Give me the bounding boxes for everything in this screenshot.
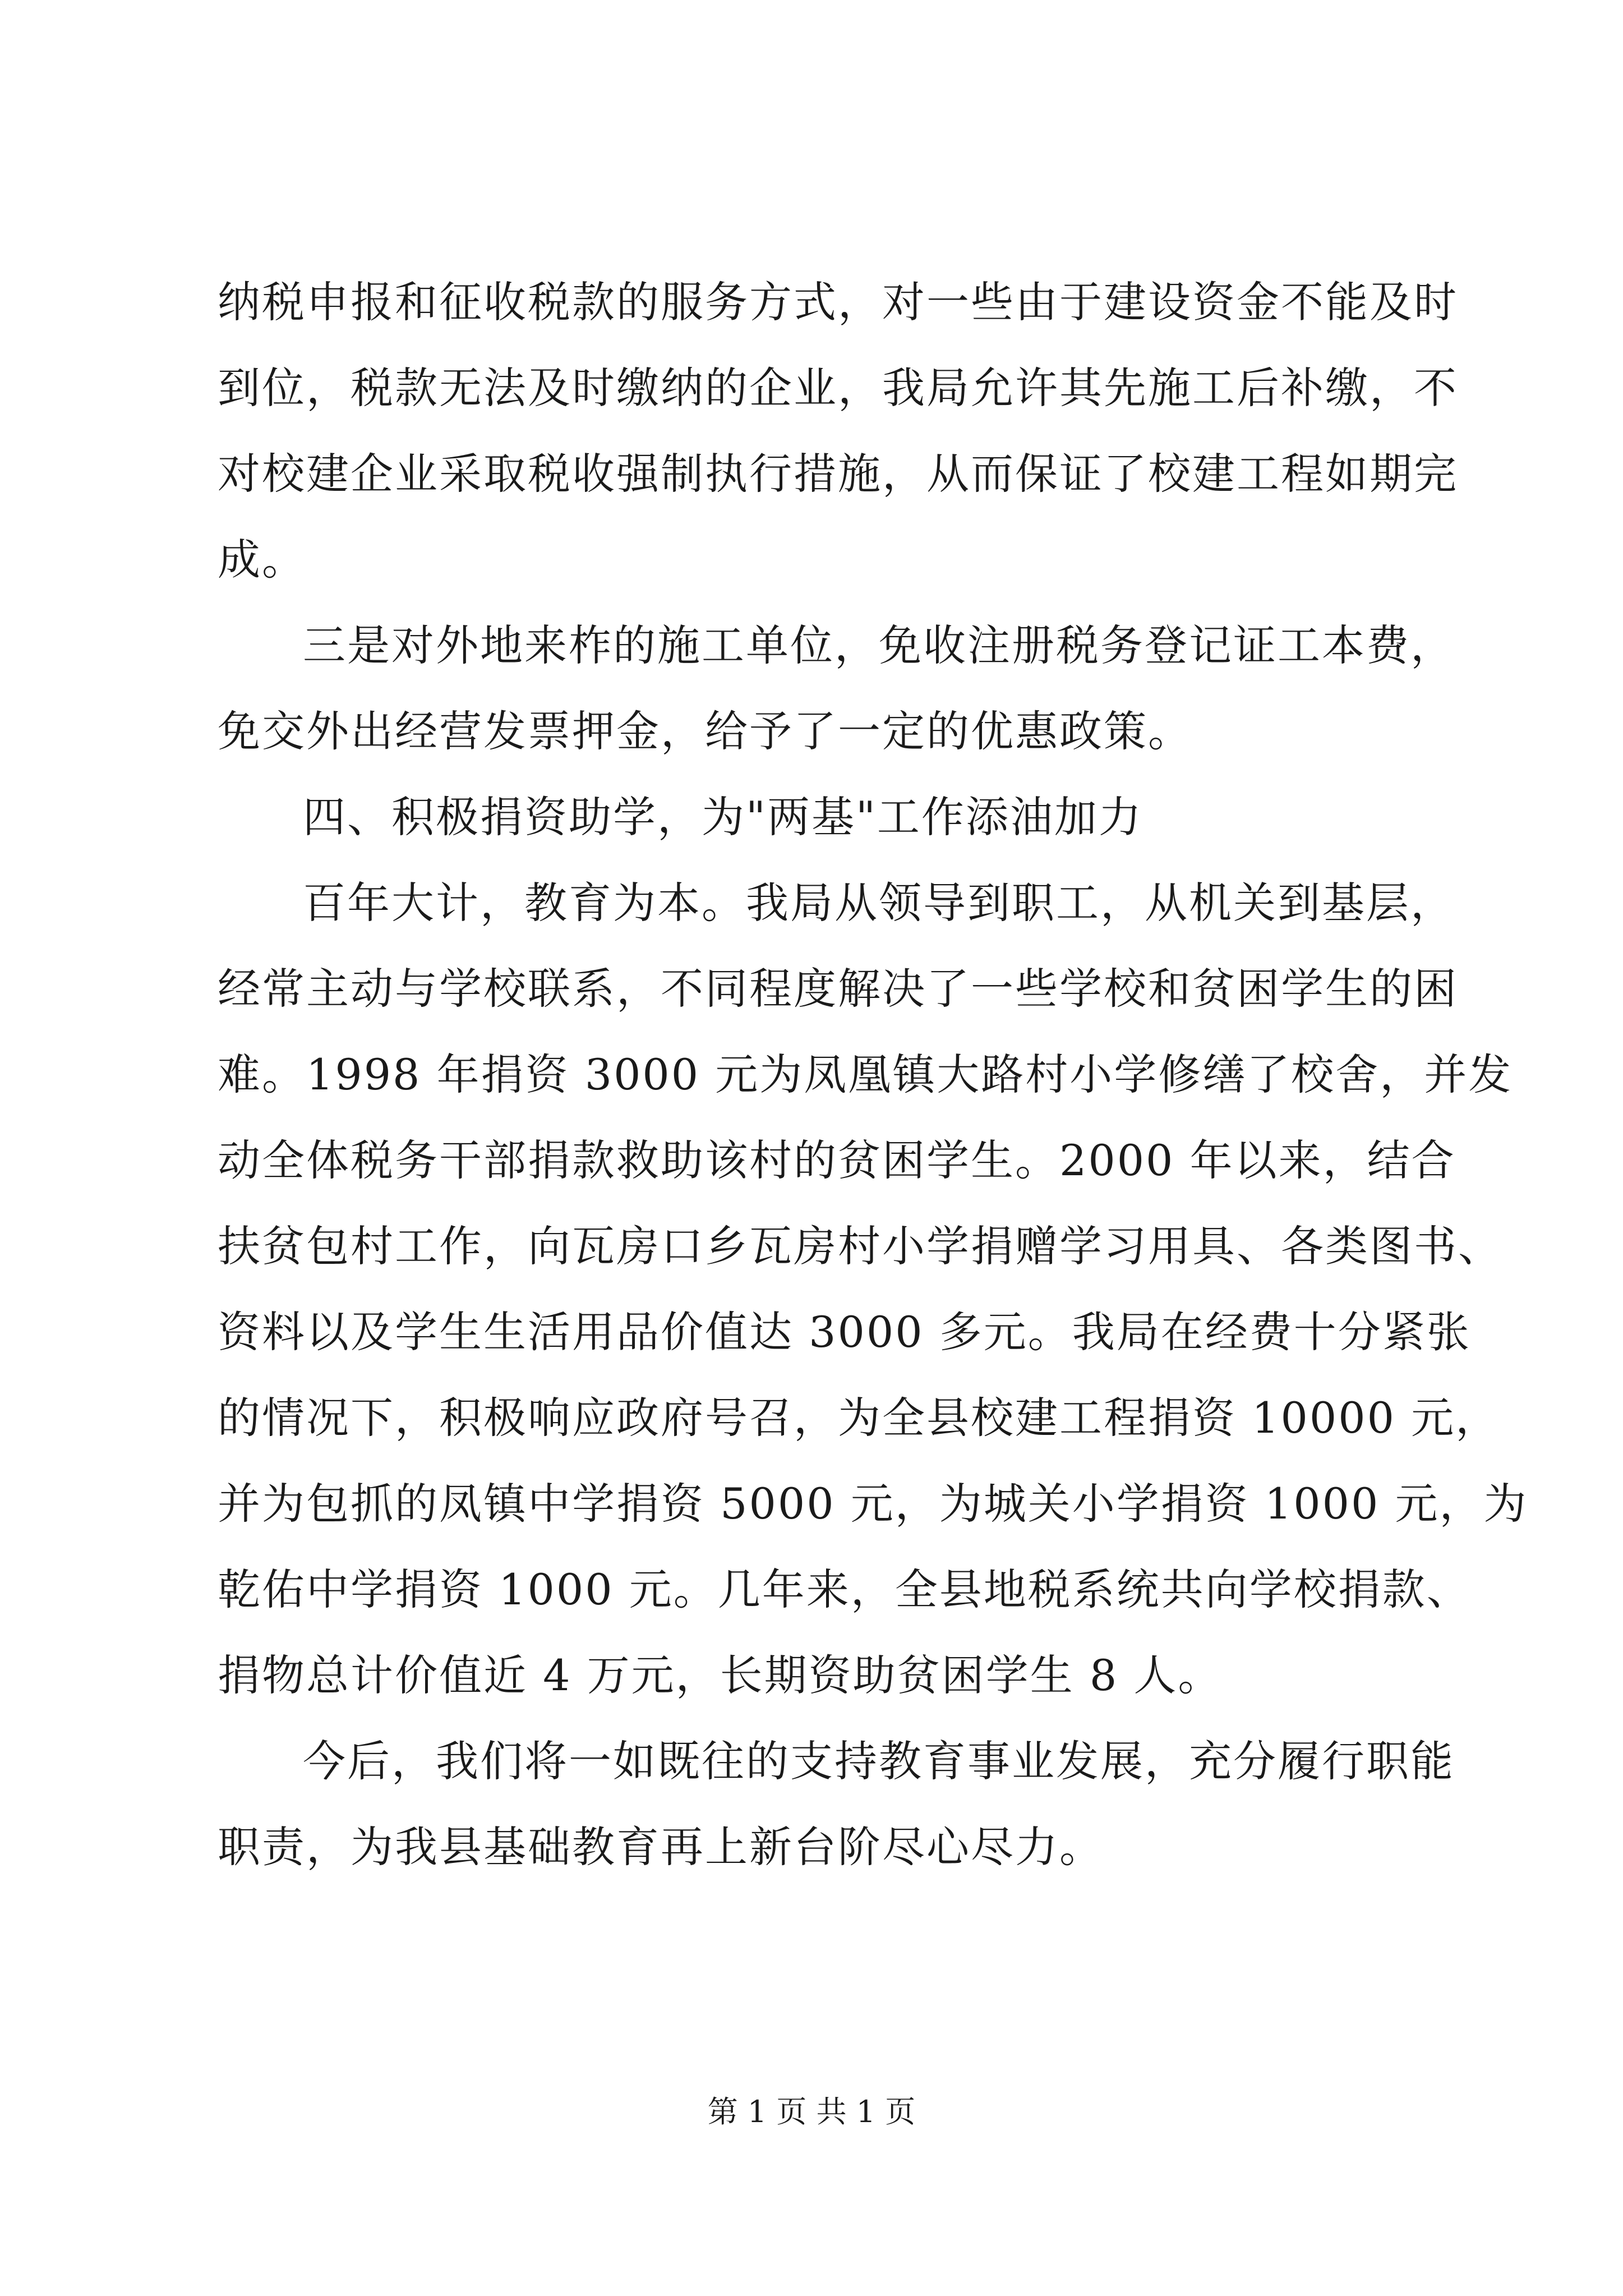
page-number: 第 1 页 共 1 页: [707, 2094, 916, 2129]
text-line: 资料以及学生生活用品价值达 3000 多元。我局在经费十分紧张: [218, 1307, 1471, 1357]
text-line: 扶贫包村工作，向瓦房口乡瓦房村小学捐赠学习用具、各类图书、: [218, 1221, 1502, 1271]
text-line: 百年大计，教育为本。我局从领导到职工，从机关到基层，: [303, 878, 1455, 928]
text-line: 到位，税款无法及时缴纳的企业，我局允许其先施工后补缴，不: [218, 363, 1458, 413]
text-line: 对校建企业采取税收强制执行措施，从而保证了校建工程如期完: [218, 449, 1458, 499]
text-line: 今后，我们将一如既往的支持教育事业发展，充分履行职能: [303, 1736, 1455, 1786]
text-line: 免交外出经营发票押金，给予了一定的优惠政策。: [218, 706, 1192, 756]
text-line: 三是对外地来柞的施工单位，免收注册税务登记证工本费，: [303, 620, 1455, 670]
text-line: 的情况下，积极响应政府号召，为全县校建工程捐资 10000 元，: [218, 1393, 1500, 1443]
text-line: 成。: [218, 535, 306, 585]
text-line: 捐物总计价值近 4 万元，长期资助贫困学生 8 人。: [218, 1650, 1223, 1700]
text-line: 职责，为我县基础教育再上新台阶尽心尽力。: [218, 1822, 1104, 1872]
page-footer: [0, 2092, 1623, 2132]
text-line: 乾佑中学捐资 1000 元。几年来，全县地税系统共向学校捐款、: [218, 1565, 1471, 1614]
text-line: 动全体税务干部捐款救助该村的贫困学生。2000 年以来，结合: [218, 1135, 1456, 1185]
section-heading: 四、积极捐资助学，为"两基"工作添油加力: [303, 792, 1143, 842]
text-line: 经常主动与学校联系，不同程度解决了一些学校和贫困学生的困: [218, 964, 1458, 1014]
text-line: 并为包抓的凤镇中学捐资 5000 元，为城关小学捐资 1000 元，为: [218, 1479, 1528, 1529]
text-line: 纳税申报和征收税款的服务方式，对一些由于建设资金不能及时: [218, 277, 1458, 327]
document-body: [218, 259, 1528, 1890]
text-line: 难。1998 年捐资 3000 元为凤凰镇大路村小学修缮了校舍，并发: [218, 1050, 1513, 1099]
